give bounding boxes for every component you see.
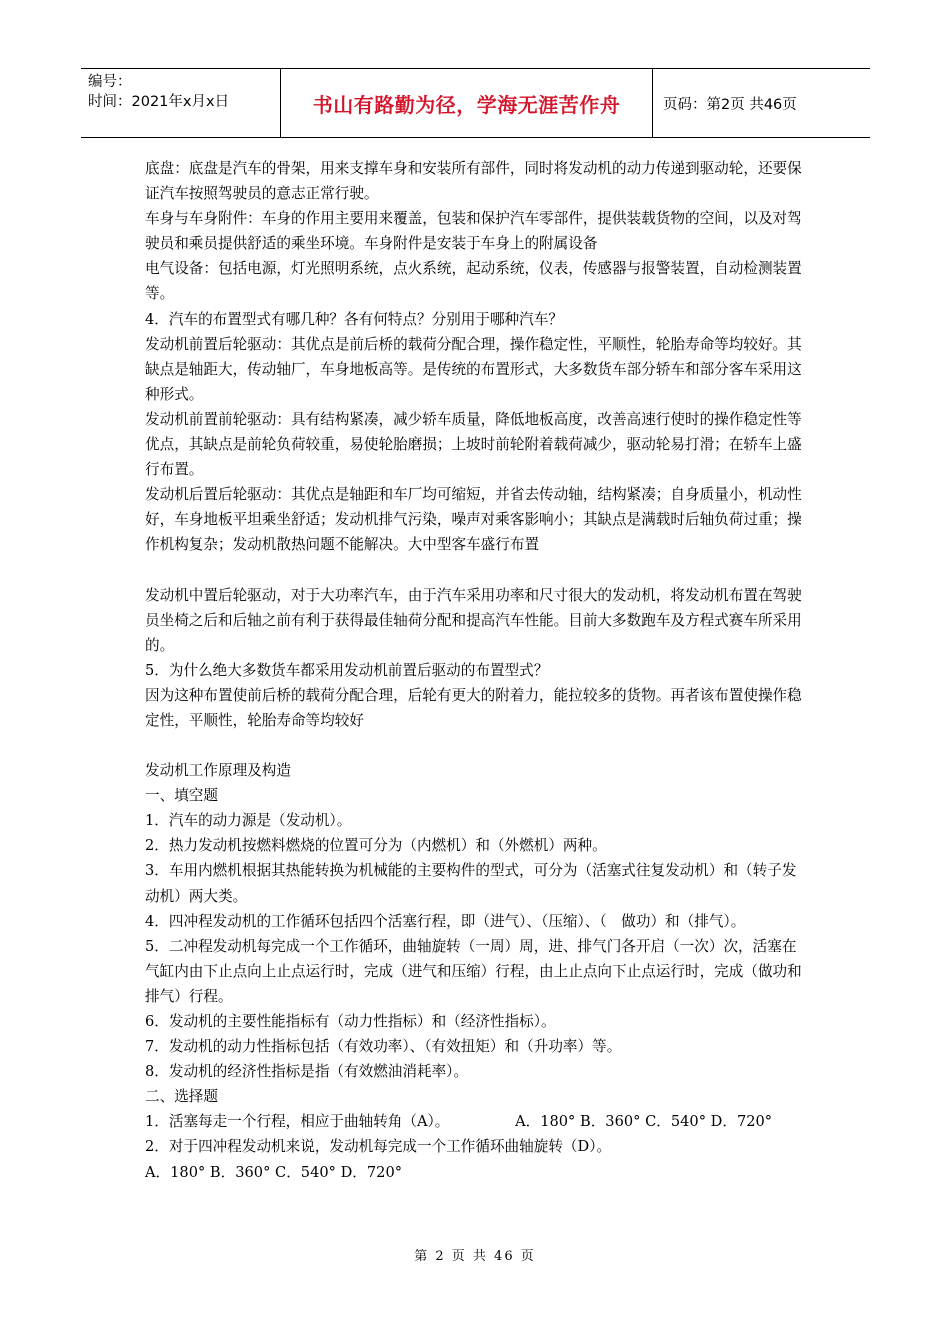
paragraph: 5．为什么绝大多数货车都采用发动机前置后驱动的布置型式？: [145, 661, 549, 679]
paragraph: 发动机中置后轮驱动，对于大功率汽车，由于汽车采用功率和尺寸很大的发动机，将发动机布置在驾驶员坐椅之后和后轴之前有利于获得最佳轴荷分配和提高汽车性能。目前大多数跑车及方程式赛车所采用的。: [145, 586, 802, 654]
number-label: 编号：: [88, 74, 132, 90]
header-motto: 书山有路勤为径，学海无涯苦作舟: [281, 69, 653, 137]
paragraph: 二、选择题: [145, 1088, 218, 1106]
paragraph: 底盘：底盘是汽车的骨架，用来支撑车身和安装所有部件，同时将发动机的动力传递到驱动轮，还要保证汽车按照驾驶员的意志正常行驶。: [145, 160, 802, 203]
paragraph: 2．热力发动机按燃料燃烧的位置可分为（内燃机）和（外燃机）两种。: [145, 837, 607, 855]
paragraph: 车身与车身附件：车身的作用主要用来覆盖，包装和保护汽车零部件，提供装载货物的空间，以及对驾驶员和乘员提供舒适的乘坐环境。车身附件是安装于车身上的附属设备: [145, 210, 802, 253]
blank-line: [145, 733, 810, 758]
document-body: [145, 156, 810, 1185]
paragraph: 5．二冲程发动机每完成一个工作循环，曲轴旋转（一周）周，进、排气门各开启（一次）次，活塞在气缸内由下止点向上止点运行时，完成（进气和压缩）行程，由上止点向下止点运行时，完成（做功和排气）行程。: [145, 937, 802, 1005]
paragraph: A．180° B．360° C．540° D．720°: [145, 1163, 403, 1181]
paragraph: 因为这种布置使前后桥的载荷分配合理，后轮有更大的附着力，能拉较多的货物。再者该布置使操作稳定性，平顺性，轮胎寿命等均较好: [145, 686, 802, 729]
paragraph: 1．汽车的动力源是（发动机）。: [145, 812, 352, 830]
time-label: 时间：2021年x月x日: [88, 94, 230, 110]
paragraph: 发动机后置后轮驱动：其优点是轴距和车厂均可缩短，并省去传动轴，结构紧凑；自身质量小，机动性好，车身地板平坦乘坐舒适；发动机排气污染，噪声对乘客影响小；其缺点是满载时后轴负荷过重；操作机构复杂；发动机散热问题不能解决。大中型客车盛行布置: [145, 486, 802, 554]
paragraph: 4．四冲程发动机的工作循环包括四个活塞行程，即（进气）、（压缩）、（ 做功）和（排气）。: [145, 912, 746, 930]
paragraph: 发动机前置后轮驱动：其优点是前后桥的载荷分配合理，操作稳定性，平顺性，轮胎寿命等均较好。其缺点是轴距大，传动轴厂，车身地板高等。是传统的布置形式，大多数货车部分轿车和部分客车采用这种形式。: [145, 335, 802, 403]
paragraph: 发动机前置前轮驱动：具有结构紧凑，减少轿车质量，降低地板高度，改善高速行使时的操作稳定性等优点，其缺点是前轮负荷较重，易使轮胎磨损；上坡时前轮附着载荷减少，驱动轮易打滑；在轿车上盛行布置。: [145, 410, 802, 479]
paragraph: 1．活塞每走一个行程，相应于曲轴转角（A）。 A．180° B．360° C．540° D．720°: [145, 1113, 773, 1131]
paragraph: 7．发动机的动力性指标包括（有效功率）、（有效扭矩）和（升功率）等。: [145, 1038, 622, 1056]
header-meta: [81, 69, 281, 137]
header-page-info: 页码：第2页 共46页: [663, 96, 797, 113]
document-header: [81, 68, 870, 138]
paragraph: 8．发动机的经济性指标是指（有效燃油消耗率）。: [145, 1063, 469, 1081]
paragraph: 一、填空题: [145, 787, 218, 805]
paragraph: 2．对于四冲程发动机来说，发动机每完成一个工作循环曲轴旋转（D）。: [145, 1138, 612, 1156]
page-footer: 第 2 页 共 46 页: [414, 1249, 536, 1264]
paragraph: 6．发动机的主要性能指标有（动力性指标）和（经济性指标）。: [145, 1013, 556, 1030]
paragraph: 3．车用内燃机根据其热能转换为机械能的主要构件的型式，可分为（活塞式往复发动机）和（转子发动机）两大类。: [145, 862, 797, 905]
paragraph: 发动机工作原理及构造: [145, 762, 291, 780]
paragraph: 电气设备：包括电源，灯光照明系统，点火系统，起动系统，仪表，传感器与报警装置，自动检测装置等。: [145, 260, 802, 303]
blank-line: [145, 558, 810, 583]
paragraph: 4．汽车的布置型式有哪几种？各有何特点？分别用于哪种汽车？: [145, 310, 563, 328]
